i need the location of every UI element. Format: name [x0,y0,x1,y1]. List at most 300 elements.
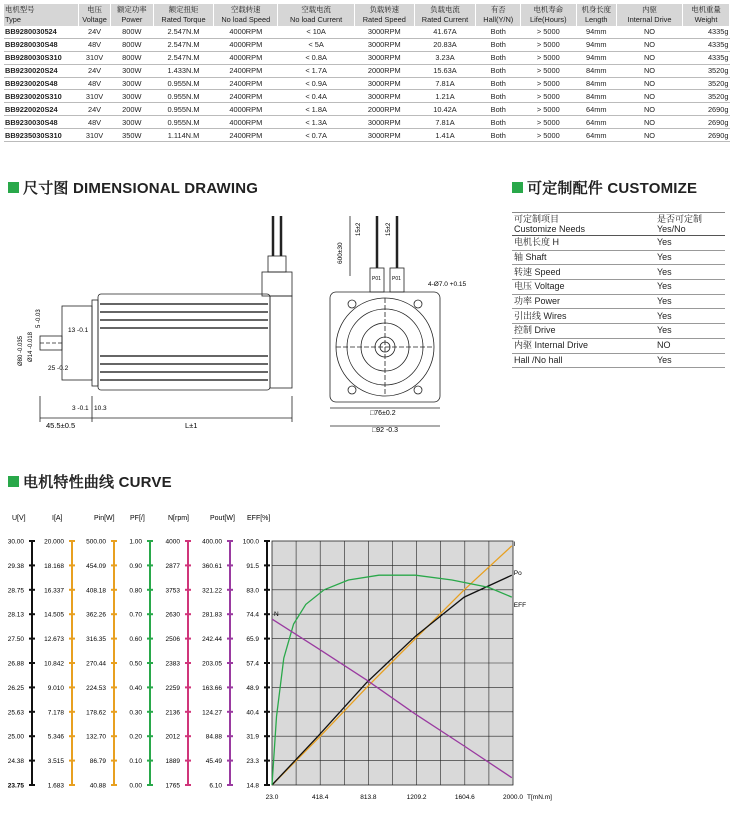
spec-header-cell [354,4,414,26]
table-cell: > 5000 [521,129,576,142]
axes-group [8,515,271,790]
spec-header-cell [476,4,521,26]
tick-label: 3.515 [47,758,64,766]
axis-label: Pout[W] [210,515,235,522]
dimensional-drawing [0,196,505,436]
tick-label: 14.8 [246,782,259,790]
header-en: Weight [694,15,718,24]
table-row [4,64,730,77]
table-cell: 0.955N.M [153,103,214,116]
table-cell: 2690g [683,129,730,142]
mount-hole [348,300,356,308]
x-tick-label: 1604.6 [454,794,475,801]
tick-label: 28.75 [7,587,24,595]
motor-body [98,294,270,390]
front-plate [92,300,98,386]
tick-label: 2506 [165,636,180,644]
tick-label: 84.88 [205,733,222,741]
header-en: Life(Hours) [530,15,567,24]
table-cell: 4000RPM [214,103,278,116]
spec-table-header [4,4,730,26]
table-cell: NO [616,90,682,103]
table-cell: 300W [111,64,154,77]
tick-label: 9.010 [47,684,64,692]
table-cell: 3000RPM [354,38,414,51]
tick-label: 28.13 [7,611,24,619]
customize-item: 功率 Power [512,294,655,309]
table-cell: 310V [79,90,111,103]
tick-label: 2012 [165,733,180,741]
customize-table [512,212,725,368]
tick-label: 7.178 [47,709,64,717]
dim-13: 13 -0.1 [68,327,89,334]
table-cell: > 5000 [521,90,576,103]
x-tick-label: 1209.2 [406,794,427,801]
table-cell: 3.23A [414,51,476,64]
customize-row [512,265,725,280]
yesno-header-en: Yes/No [657,224,686,234]
side-view [40,216,292,422]
section-marker [8,182,19,193]
series-label: Po [513,570,522,578]
customize-table-body [512,236,725,368]
customize-row [512,294,725,309]
table-cell: 2690g [683,116,730,129]
axis-label: Pin[W] [94,515,115,522]
table-cell: < 5A [278,38,355,51]
series-label: EFF [513,602,527,610]
spec-header-cell [79,4,111,26]
customize-item: Hall /No hall [512,353,655,368]
table-cell: Both [476,26,521,38]
table-cell: 84mm [576,77,616,90]
tick-label: 124.27 [202,709,222,717]
plot-area [266,541,552,801]
table-row [4,129,730,142]
table-cell: > 5000 [521,116,576,129]
curve-section-title [8,471,172,492]
table-cell: 2400RPM [214,129,278,142]
table-cell: NO [616,26,682,38]
table-cell: NO [616,116,682,129]
table-cell: 3000RPM [354,51,414,64]
tick-label: 163.66 [202,684,222,692]
header-cn: 负载电流 [430,5,460,14]
tick-label: 270.44 [86,660,106,668]
tick-label: 40.88 [89,782,106,790]
customize-row [512,236,725,251]
tick-label: 31.9 [246,733,259,741]
table-cell: NO [616,77,682,90]
x-tick-label: 2000.0 [503,794,523,801]
axis-label: U[V] [12,515,26,522]
tick-label: 0.90 [129,562,142,570]
tick-label: 83.0 [246,587,259,595]
table-cell: 4335g [683,51,730,64]
table-row [4,26,730,38]
header-en: Power [121,15,143,24]
tick-label: 0.50 [129,660,142,668]
spec-header-cell [414,4,476,26]
header-en: Type [5,15,22,24]
table-cell: BB9230020S24 [4,64,79,77]
axis-label: PF[/] [130,515,145,522]
header-en: Rated Current [421,15,469,24]
customize-item: 电机长度 H [512,236,655,251]
table-cell: 1.114N.M [153,129,214,142]
table-row [4,51,730,64]
front-view [330,216,440,426]
customize-value: Yes [655,280,725,295]
table-cell: 3520g [683,90,730,103]
table-cell: 0.955N.M [153,90,214,103]
table-cell: BB9230020S48 [4,77,79,90]
tick-label: 57.4 [246,660,259,668]
axis-label: N[rpm] [168,515,189,522]
table-cell: 4000RPM [214,38,278,51]
customize-header-en: Customize Needs [514,224,586,234]
table-cell: 84mm [576,90,616,103]
gland-label-left: P01 [372,276,381,282]
mount-hole [414,386,422,394]
table-cell: 64mm [576,116,616,129]
header-cn: 内驱 [642,5,657,14]
spec-header-cell [278,4,355,26]
dim-d14: Ø14 -0.018 [28,331,34,362]
rear-cap [270,296,292,388]
header-cn: 额定扭矩 [168,5,199,14]
curve-title-text: 电机特性曲线 CURVE [23,474,172,491]
table-cell: 200W [111,103,154,116]
cable-gland [262,272,292,296]
cable-gland-nut [268,256,286,272]
table-cell: 7.81A [414,116,476,129]
tick-label: 408.18 [86,587,106,595]
dim-d80: Ø80 -0.035 [18,335,24,366]
tick-label: 2136 [165,709,180,717]
tick-label: 23.3 [246,758,259,766]
dim-holes: 4-Ø7.0 +0.15 [428,281,467,288]
tick-label: 27.50 [7,636,24,644]
tick-label: 400.00 [202,538,222,546]
header-cn: 电机型号 [5,5,35,14]
tick-label: 25.63 [7,709,24,717]
table-cell: > 5000 [521,38,576,51]
table-cell: < 10A [278,26,355,38]
table-cell: 48V [79,38,111,51]
tick-label: 25.00 [7,733,24,741]
tick-label: 91.5 [246,562,259,570]
table-cell: 2.547N.M [153,51,214,64]
dim-45-5: 45.5±0.5 [46,421,76,430]
tick-label: 18.168 [44,562,64,570]
customize-table-header [512,213,725,236]
table-cell: 2690g [683,103,730,116]
tick-label: 30.00 [7,538,24,546]
customize-value: Yes [655,324,725,339]
tick-label: 2877 [165,562,180,570]
section-marker [8,476,19,487]
tick-label: 29.38 [7,562,24,570]
table-cell: Both [476,116,521,129]
table-cell: > 5000 [521,51,576,64]
yesno-header-cn: 是否可定制 [657,214,703,224]
table-cell: 2000RPM [354,103,414,116]
tick-label: 4000 [165,538,180,546]
table-cell: Both [476,77,521,90]
table-cell: 48V [79,116,111,129]
table-cell: BB9235030S310 [4,129,79,142]
table-cell: NO [616,129,682,142]
table-cell: 800W [111,26,154,38]
customize-section-title [512,177,697,198]
customize-row [512,250,725,265]
header-cn: 电机寿命 [533,5,564,14]
customize-row [512,338,725,353]
table-cell: 3000RPM [354,129,414,142]
customize-header-cn: 可定制项目 [514,214,560,224]
table-cell: 24V [79,103,111,116]
table-cell: < 0.7A [278,129,355,142]
table-cell: 1.41A [414,129,476,142]
gland-label-right: P01 [392,276,401,282]
tick-label: 14.505 [44,611,64,619]
table-cell: 4335g [683,26,730,38]
cooling-fins [100,304,268,380]
tick-label: 0.80 [129,587,142,595]
table-cell: NO [616,103,682,116]
series-label: N [274,611,279,619]
spec-table-body [4,26,730,142]
table-cell: BB9220020S24 [4,103,79,116]
tick-label: 0.60 [129,636,142,644]
dim-15-a: 15±2 [356,222,362,236]
drawing-section-title [8,177,258,198]
table-cell: < 0.4A [278,90,355,103]
spec-header-cell [4,4,79,26]
spec-table [4,4,730,142]
dim-15-b: 15±2 [386,222,392,236]
table-cell: Both [476,64,521,77]
table-cell: 1.21A [414,90,476,103]
customize-row [512,309,725,324]
table-cell: 800W [111,51,154,64]
table-cell: 64mm [576,103,616,116]
tick-label: 26.25 [7,684,24,692]
mount-hole [348,386,356,394]
table-cell: 2400RPM [214,90,278,103]
tick-label: 132.70 [86,733,106,741]
tick-label: 86.79 [89,758,106,766]
tick-label: 362.26 [86,611,106,619]
customize-title-text: 可定制配件 CUSTOMIZE [527,180,698,197]
customize-item: 引出线 Wires [512,309,655,324]
tick-label: 281.83 [202,611,222,619]
table-cell: 48V [79,77,111,90]
header-en: Length [584,15,608,24]
drawing-title-text: 尺寸图 DIMENSIONAL DRAWING [23,180,259,197]
table-cell: 4000RPM [214,116,278,129]
table-cell: 300W [111,116,154,129]
spec-header-cell [153,4,214,26]
tick-label: 321.22 [202,587,222,595]
spec-header-cell [111,4,154,26]
tick-label: 454.09 [86,562,106,570]
header-cn: 空载电流 [301,5,331,14]
tick-label: 100.0 [242,538,259,546]
header-cn: 电压 [87,5,102,14]
table-cell: 3000RPM [354,26,414,38]
table-cell: 24V [79,26,111,38]
tick-label: 16.337 [44,587,64,595]
spec-header-cell [683,4,730,26]
tick-label: 48.9 [246,684,259,692]
header-cn: 空载转速 [231,5,261,14]
tick-label: 224.53 [86,684,106,692]
table-cell: BB9230020S310 [4,90,79,103]
table-row [4,38,730,51]
table-cell: 800W [111,38,154,51]
customize-item: 转速 Speed [512,265,655,280]
spec-header-cell [576,4,616,26]
table-row [4,116,730,129]
customize-item: 轴 Shaft [512,250,655,265]
table-cell: 2000RPM [354,64,414,77]
x-axis-label: T[mN.m] [527,794,552,801]
spec-header-cell [214,4,278,26]
header-cn: 额定功率 [117,5,147,14]
table-cell: 20.83A [414,38,476,51]
dim-5: 5 -0.03 [36,309,42,328]
tick-label: 500.00 [86,538,106,546]
customize-row [512,324,725,339]
dim-10-3: 10.3 [94,405,107,412]
dim-600: 600±30 [337,242,344,264]
table-cell: BB9280030S48 [4,38,79,51]
table-row [4,103,730,116]
table-cell: 7.81A [414,77,476,90]
table-cell: 84mm [576,64,616,77]
table-cell: 15.63A [414,64,476,77]
table-cell: 1.433N.M [153,64,214,77]
table-cell: Both [476,38,521,51]
table-cell: > 5000 [521,26,576,38]
table-cell: 300W [111,77,154,90]
customize-item: 电压 Voltage [512,280,655,295]
table-cell: 3520g [683,64,730,77]
tick-label: 12.673 [44,636,64,644]
table-cell: 3000RPM [354,90,414,103]
table-cell: BB9280030S310 [4,51,79,64]
spec-header-cell [521,4,576,26]
tick-label: 26.88 [7,660,24,668]
table-cell: 3520g [683,77,730,90]
tick-label: 1.683 [47,782,64,790]
series-label: I [513,540,516,548]
table-cell: 300W [111,90,154,103]
table-cell: < 0.9A [278,77,355,90]
tick-label: 242.44 [202,636,222,644]
x-tick-label: 23.0 [265,794,279,801]
table-cell: 0.955N.M [153,77,214,90]
header-en: Internal Drive [627,15,672,24]
table-cell: NO [616,38,682,51]
table-cell: < 0.8A [278,51,355,64]
table-cell: BB9230030S48 [4,116,79,129]
header-en: Rated Torque [161,15,206,24]
dim-3: 3 -0.1 [72,405,89,412]
tick-label: 3753 [165,587,180,595]
table-cell: 0.955N.M [153,116,214,129]
section-marker [512,182,523,193]
table-cell: < 1.3A [278,116,355,129]
table-cell: NO [616,51,682,64]
tick-label: 178.62 [86,709,106,717]
tick-label: 0.30 [129,709,142,717]
tick-label: 0.40 [129,684,142,692]
mount-hole [414,300,422,308]
tick-label: 1889 [165,758,180,766]
tick-label: 203.05 [202,660,222,668]
table-cell: 310V [79,129,111,142]
customize-value: Yes [655,309,725,324]
tick-label: 316.35 [86,636,106,644]
tick-label: 1.00 [129,538,142,546]
tick-label: 2630 [165,611,180,619]
table-cell: 4000RPM [214,51,278,64]
table-cell: < 1.7A [278,64,355,77]
dim-25: 25 -0.2 [48,365,69,372]
tick-label: 40.4 [246,709,259,717]
customize-value: Yes [655,250,725,265]
table-row [4,77,730,90]
table-cell: Both [476,129,521,142]
tick-label: 6.10 [209,782,222,790]
table-cell: 3000RPM [354,116,414,129]
table-cell: Both [476,90,521,103]
customize-value: NO [655,338,725,353]
tick-label: 65.9 [246,636,259,644]
table-cell: > 5000 [521,103,576,116]
table-cell: 2.547N.M [153,38,214,51]
header-en: Rated Speed [362,15,406,24]
table-cell: 4000RPM [214,26,278,38]
tick-label: 2383 [165,660,180,668]
customize-item: 控制 Drive [512,324,655,339]
axis-label: I[A] [52,515,63,522]
tick-label: 0.20 [129,733,142,741]
table-cell: 4335g [683,38,730,51]
tick-label: 74.4 [246,611,259,619]
table-cell: BB9280030524 [4,26,79,38]
tick-label: 0.10 [129,758,142,766]
header-en: Voltage [82,15,107,24]
table-cell: 2400RPM [214,64,278,77]
table-cell: 24V [79,64,111,77]
tick-label: 2259 [165,684,180,692]
header-cn: 机身长度 [581,5,612,14]
x-tick-label: 813.8 [360,794,377,801]
tick-label: 0.00 [129,782,142,790]
table-row [4,90,730,103]
dim-l: L±1 [185,421,198,430]
dim-76: □76±0.2 [370,410,396,417]
table-cell: NO [616,64,682,77]
tick-label: 360.61 [202,562,222,570]
header-cn: 有否 [490,5,506,14]
table-cell: < 1.8A [278,103,355,116]
tick-label: 0.70 [129,611,142,619]
